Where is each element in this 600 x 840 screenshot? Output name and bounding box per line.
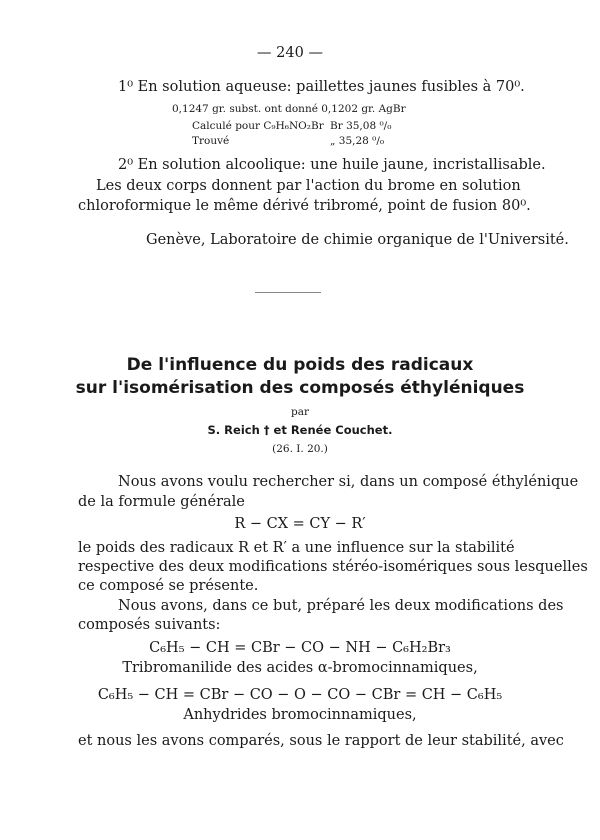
page-number: — 240 — bbox=[257, 45, 323, 61]
tribromanilide-caption: Tribromanilide des acides α-bromocinnamiques, bbox=[122, 660, 478, 676]
body-line: composés suivants: bbox=[78, 617, 221, 633]
article-title-line: sur l'isomérisation des composés éthyléniques bbox=[75, 378, 525, 398]
by-word: par bbox=[290, 406, 309, 418]
analysis-calculated-label: Calculé pour C₉H₆NO₂Br bbox=[192, 120, 324, 132]
solution-aqueuse-line: 1⁰ En solution aqueuse: paillettes jaunes fusibles à 70⁰. bbox=[118, 79, 525, 95]
body-line: respective des deux modifications stéréo-isomériques sous lesquelles bbox=[78, 559, 588, 575]
laboratory-signature: Genève, Laboratoire de chimie organique de l'Université. bbox=[146, 232, 569, 248]
general-formula: R − CX = CY − R′ bbox=[234, 516, 366, 532]
body-line: de la formule générale bbox=[78, 494, 245, 510]
body-line: Nous avons, dans ce but, préparé les deux modifications des bbox=[118, 598, 564, 614]
section-divider bbox=[255, 292, 321, 293]
paragraph-line: chloroformique le même dérivé tribromé, point de fusion 80⁰. bbox=[78, 198, 531, 214]
paragraph-line: Les deux corps donnent par l'action du brome en solution bbox=[96, 178, 521, 194]
solution-alcoolique-line: 2⁰ En solution alcoolique: une huile jaune, incristallisable. bbox=[118, 157, 546, 173]
tribromanilide-formula: C₆H₅ − CH = CBr − CO − NH − C₆H₂Br₃ bbox=[149, 640, 451, 656]
analysis-calculated-value: Br 35,08 ⁰/₀ bbox=[330, 120, 392, 132]
article-authors: S. Reich † et Renée Couchet. bbox=[207, 423, 393, 437]
analysis-found-label: Trouvé bbox=[192, 135, 230, 147]
body-line: et nous les avons comparés, sous le rapport de leur stabilité, avec bbox=[78, 733, 564, 749]
analysis-sample-line: 0,1247 gr. subst. ont donné 0,1202 gr. AgBr bbox=[172, 103, 406, 115]
article-title-line: De l'influence du poids des radicaux bbox=[126, 355, 474, 375]
body-line: Nous avons voulu rechercher si, dans un composé éthylénique bbox=[118, 474, 579, 490]
body-line: ce composé se présente. bbox=[78, 578, 259, 594]
anhydride-formula: C₆H₅ − CH = CBr − CO − O − CO − CBr = CH − C₆H₅ bbox=[97, 687, 503, 703]
article-date: (26. I. 20.) bbox=[272, 443, 328, 455]
analysis-found-value: „ 35,28 ⁰/₀ bbox=[330, 135, 385, 147]
body-line: le poids des radicaux R et R′ a une influence sur la stabilité bbox=[78, 540, 515, 556]
anhydride-caption: Anhydrides bromocinnamiques, bbox=[183, 707, 417, 723]
